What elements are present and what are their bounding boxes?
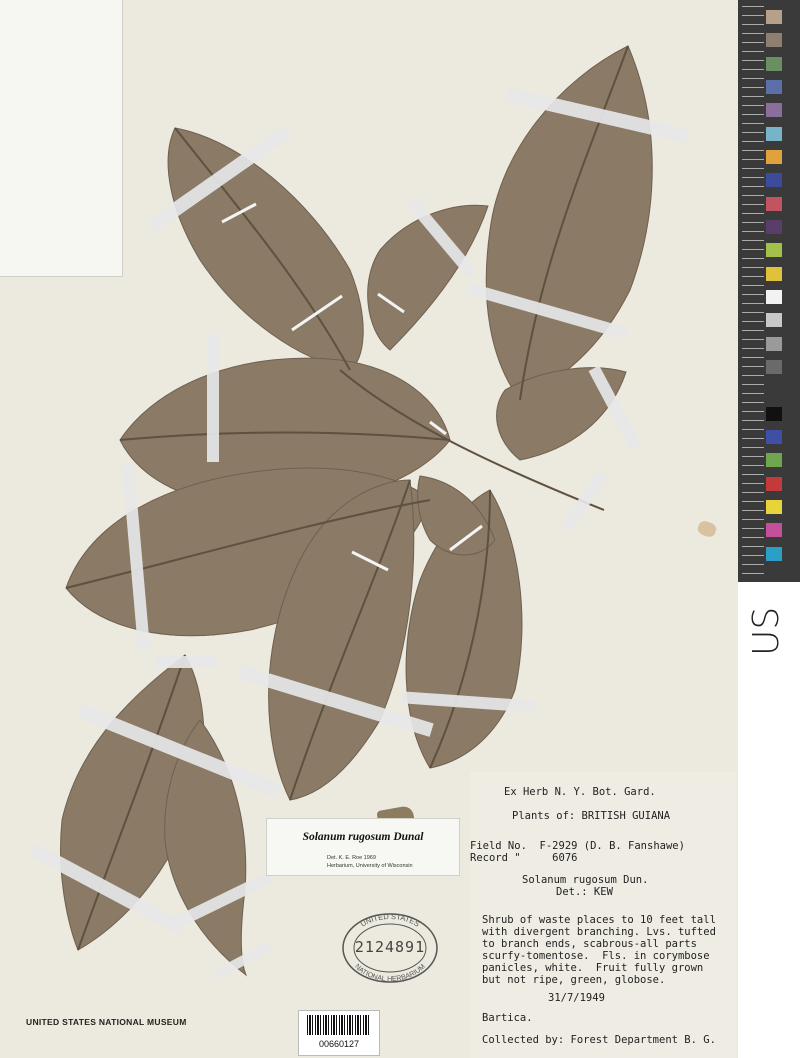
- collection-date: 31/7/1949: [548, 992, 605, 1004]
- accession-number: 2124891: [354, 938, 426, 956]
- color-swatch: [766, 267, 782, 281]
- color-swatch: [766, 290, 782, 304]
- color-swatch: [766, 453, 782, 467]
- color-swatch: [766, 407, 782, 421]
- stamp-bottom-text: NATIONAL HERBARIUM: [353, 963, 427, 984]
- color-swatch: [766, 220, 782, 234]
- species-name: Solanum rugosum Dun.: [522, 874, 649, 886]
- logo-text: US: [746, 606, 787, 656]
- determiner: Det. K. E. Roe 1969: [327, 855, 376, 861]
- color-swatch: [766, 313, 782, 327]
- determination-label: [266, 818, 460, 876]
- record-number: Record " 6076: [470, 852, 578, 864]
- field-number: Field No. F-2929 (D. B. Fanshawe): [470, 840, 685, 852]
- color-swatch: [766, 477, 782, 491]
- herbarium-stamp: [340, 910, 440, 986]
- det-by: Det.: KEW: [556, 886, 613, 898]
- color-swatch: [766, 33, 782, 47]
- barcode-label: [298, 1010, 380, 1056]
- svg-text:NATIONAL HERBARIUM: [353, 963, 427, 983]
- description-line: Shrub of waste places to 10 feet tall: [482, 914, 716, 926]
- color-swatch: [766, 127, 782, 141]
- color-swatch: [766, 197, 782, 211]
- ruler: [742, 6, 764, 576]
- color-swatch: [766, 383, 782, 397]
- taxon-name: Solanum rugosum Dunal: [302, 831, 424, 843]
- description-line: to branch ends, scabrous-all parts: [482, 938, 697, 950]
- color-swatch: [766, 337, 782, 351]
- svg-text:UNITED STATES: [359, 912, 421, 929]
- color-swatch: [766, 10, 782, 24]
- description-line: panicles, white. Fruit fully grown: [482, 962, 704, 974]
- color-swatch: [766, 430, 782, 444]
- color-swatch: [766, 173, 782, 187]
- institution-name: UNITED STATES NATIONAL MUSEUM: [26, 1017, 187, 1027]
- color-swatch: [766, 360, 782, 374]
- color-swatch: [766, 57, 782, 71]
- color-swatch: [766, 547, 782, 561]
- leaf: [168, 128, 363, 370]
- color-swatch: [766, 150, 782, 164]
- determiner-herbarium: Herbarium, University of Wisconsin: [327, 863, 413, 869]
- ex-herb: Ex Herb N. Y. Bot. Gard.: [504, 786, 656, 798]
- description-line: scurfy-tomentose. Fls. in corymbose: [482, 950, 710, 962]
- barcode-number: 00660127: [318, 1039, 360, 1049]
- collector: Collected by: Forest Department B. G.: [482, 1034, 716, 1046]
- color-calibration-bar: [738, 0, 800, 582]
- color-swatch: [766, 103, 782, 117]
- stamp-top-text: UNITED STATES: [358, 911, 422, 929]
- color-swatch: [766, 243, 782, 257]
- plants-of: Plants of: BRITISH GUIANA: [512, 810, 671, 822]
- collection-label: [470, 772, 736, 1058]
- smithsonian-logo: [744, 600, 796, 660]
- color-swatch: [766, 500, 782, 514]
- description-line: with divergent branching. Lvs. tufted: [482, 926, 716, 938]
- color-swatch: [766, 80, 782, 94]
- locality: Bartica.: [482, 1012, 533, 1024]
- barcode-bars: [307, 1015, 371, 1035]
- color-swatch: [766, 523, 782, 537]
- description-line: but not ripe, green, globose.: [482, 974, 666, 986]
